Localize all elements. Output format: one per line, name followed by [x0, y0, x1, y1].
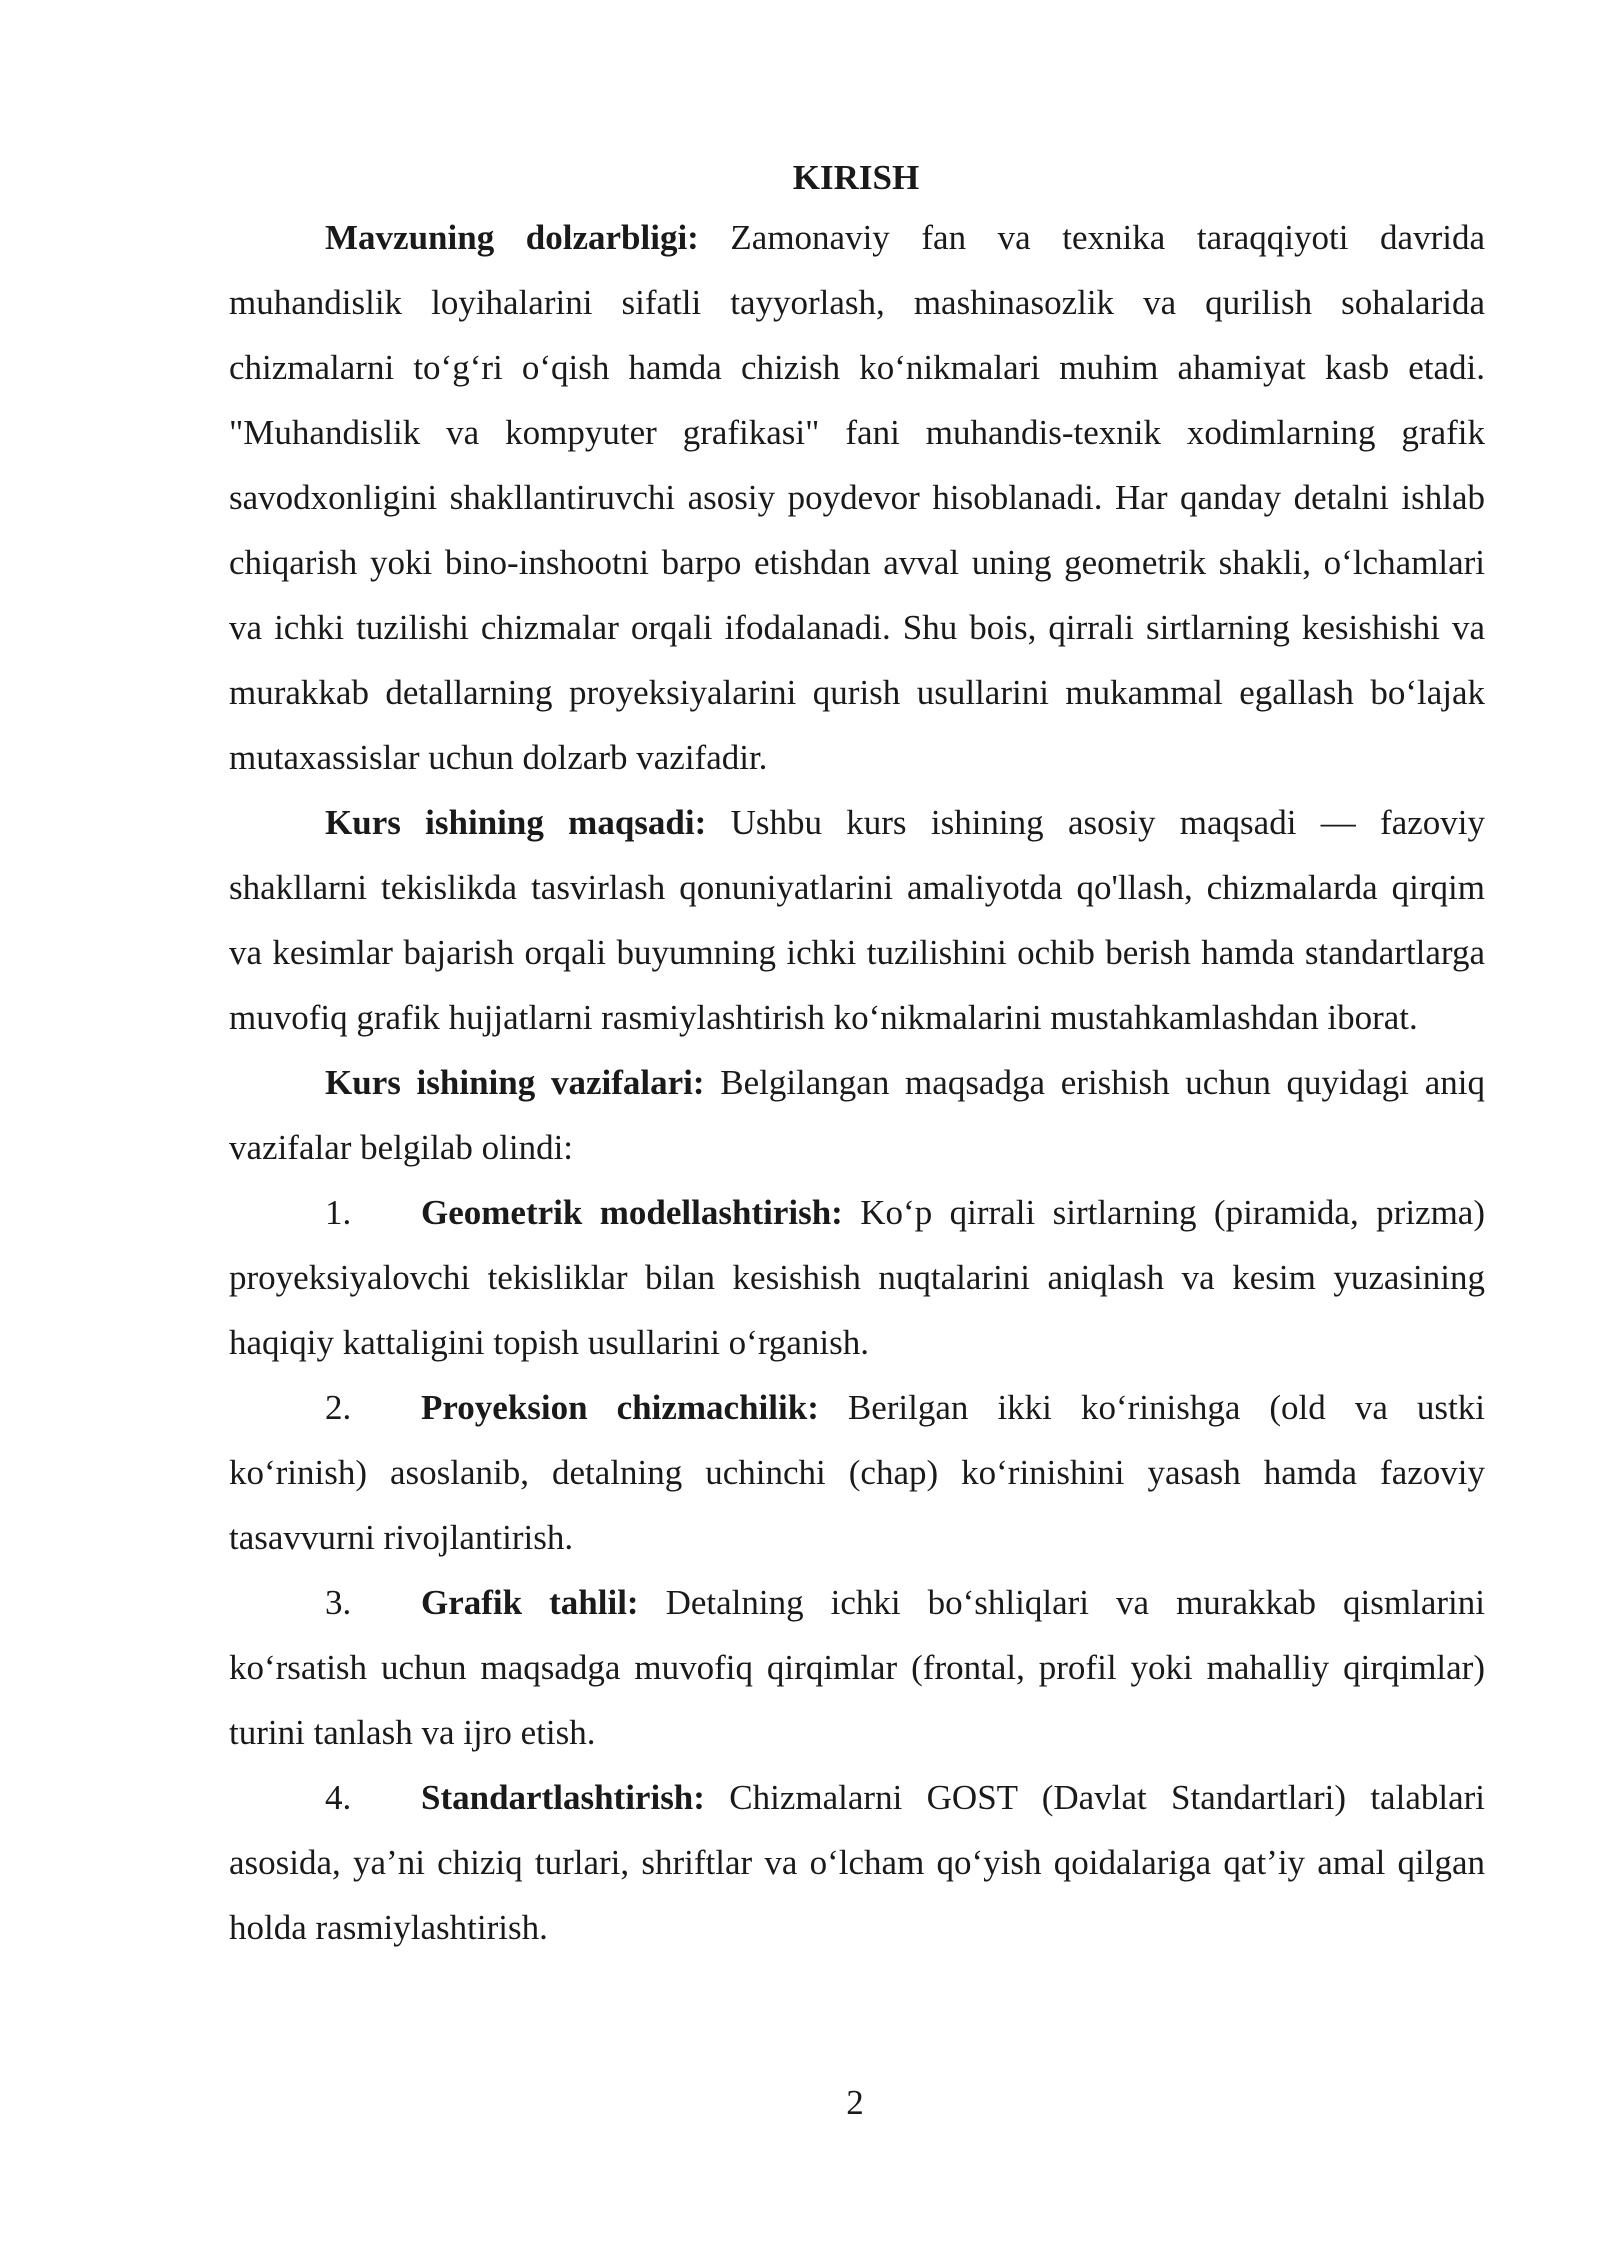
task-item: [229, 1570, 1485, 1765]
task-item: [229, 1765, 1485, 1960]
tasks-text: Belgilangan maqsadga erishish uchun quyidagi aniq vazifalar belgilab olindi:: [229, 1063, 1485, 1167]
task-label: Standartlashtirish:: [421, 1778, 705, 1817]
section-heading: KIRISH: [792, 158, 920, 197]
tasks-paragraph: [229, 1050, 1485, 1180]
task-text: Ko‘p qirrali sirtlarning (piramida, prizma) proyeksiyalovchi tekisliklar bilan kesishish nuqtalarini aniqlash va kesim yuzasining haqiqiy kattaligini topish usullarini o‘rganish.: [229, 1193, 1485, 1362]
tasks-label: Kurs ishining vazifalari:: [325, 1063, 705, 1102]
task-label: Geometrik modellashtirish:: [421, 1193, 843, 1232]
goal-paragraph: [229, 790, 1485, 1050]
task-text: Chizmalarni GOST (Davlat Standartlari) talablari asosida, ya’ni chiziq turlari, shriftlar va o‘lcham qo‘yish qoidalariga qat’iy amal qilgan holda rasmiylashtirish.: [229, 1778, 1485, 1947]
task-label: Proyeksion chizmachilik:: [421, 1388, 819, 1427]
task-text: Detalning ichki bo‘shliqlari va murakkab qismlarini ko‘rsatish uchun maqsadga muvofiq qirqimlar (frontal, profil yoki mahalliy qirqimlar) turini tanlash va ijro etish.: [229, 1583, 1485, 1752]
page-number: 2: [846, 2083, 864, 2122]
relevance-text: Zamonaviy fan va texnika taraqqiyoti davrida muhandislik loyihalarini sifatli tayyorlash, mashinasozlik va qurilish sohalarida chizmalarni to‘g‘ri o‘qish hamda chizish ko‘nikmalari muhim ahamiyat kasb etadi. "Muhandislik va kompyuter grafikasi" fani muhandis-texnik xodimlarning grafik savodxonligini shakllantiruvchi asosiy poydevor hisoblanadi. Har qanday detalni ishlab chiqarish yoki bino-inshootni barpo etishdan avval uning geometrik shakli, o‘lchamlari va ichki tuzilishi chizmalar orqali ifodalanadi. Shu bois, qirrali sirtlarning kesishishi va murakkab detallarning proyeksiyalarini qurish usullarini mukammal egallash bo‘lajak mutaxassislar uchun dolzarb vazifadir.: [229, 218, 1485, 777]
relevance-label: Mavzuning dolzarbligi:: [325, 218, 699, 257]
relevance-paragraph: [229, 205, 1485, 790]
task-number: 3.: [325, 1583, 352, 1622]
goal-text: Ushbu kurs ishining asosiy maqsadi — fazoviy shakllarni tekislikda tasvirlash qonuniyatlarini amaliyotda qo'llash, chizmalarda qirqim va kesimlar bajarish orqali buyumning ichki tuzilishini ochib berish hamda standartlarga muvofiq grafik hujjatlarni rasmiylashtirish ko‘nikmalarini mustahkamlashdan iborat.: [229, 803, 1485, 1037]
task-label: Grafik tahlil:: [421, 1583, 639, 1622]
task-item: [229, 1180, 1485, 1375]
task-number: 2.: [325, 1388, 352, 1427]
goal-label: Kurs ishining maqsadi:: [325, 803, 707, 842]
task-item: [229, 1375, 1485, 1570]
document-page: [229, 150, 1485, 1960]
task-text: Berilgan ikki ko‘rinishga (old va ustki ko‘rinish) asoslanib, detalning uchinchi (chap) ko‘rinishini yasash hamda fazoviy tasavvurni rivojlantirish.: [229, 1388, 1485, 1557]
task-number: 4.: [325, 1778, 352, 1817]
task-number: 1.: [325, 1193, 352, 1232]
